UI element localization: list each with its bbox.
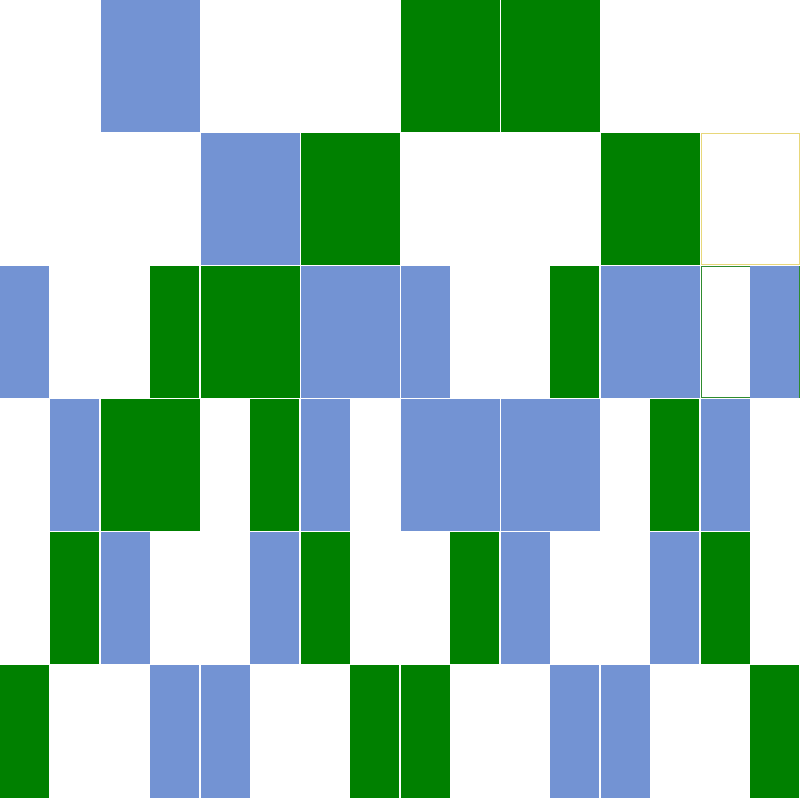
blue-tile	[550, 665, 599, 798]
green-tile	[50, 532, 99, 664]
blue-tile	[0, 266, 49, 398]
blue-tile	[650, 532, 699, 664]
blue-tile	[201, 133, 300, 265]
blue-tile	[601, 266, 700, 398]
green-tile	[250, 399, 299, 531]
blue-tile	[201, 665, 250, 798]
green-tile	[150, 266, 199, 398]
blue-tile	[301, 266, 400, 398]
green-tile	[301, 133, 400, 265]
green-tile	[201, 266, 300, 398]
green-tile	[701, 532, 750, 664]
blue-tile	[501, 532, 550, 664]
blue-tile	[750, 266, 799, 398]
blue-tile	[301, 399, 350, 531]
green-tile	[601, 133, 700, 265]
blue-tile	[101, 532, 150, 664]
blue-tile	[501, 399, 600, 531]
blue-tile	[701, 399, 750, 531]
outlined-empty-tile	[701, 133, 800, 265]
green-tile	[401, 665, 450, 798]
blue-tile	[401, 399, 500, 531]
green-tile	[401, 0, 500, 132]
green-tile	[501, 0, 600, 132]
blue-tile	[101, 0, 200, 132]
green-tile	[350, 665, 399, 798]
blue-tile	[150, 665, 199, 798]
green-tile	[450, 532, 499, 664]
green-tile	[301, 532, 350, 664]
blue-tile	[250, 532, 299, 664]
blue-tile	[601, 665, 650, 798]
green-tile	[0, 665, 49, 798]
green-tile	[101, 399, 200, 531]
blue-tile	[50, 399, 99, 531]
blue-tile	[401, 266, 450, 398]
green-tile	[550, 266, 599, 398]
green-tile	[750, 665, 799, 798]
green-tile	[650, 399, 699, 531]
